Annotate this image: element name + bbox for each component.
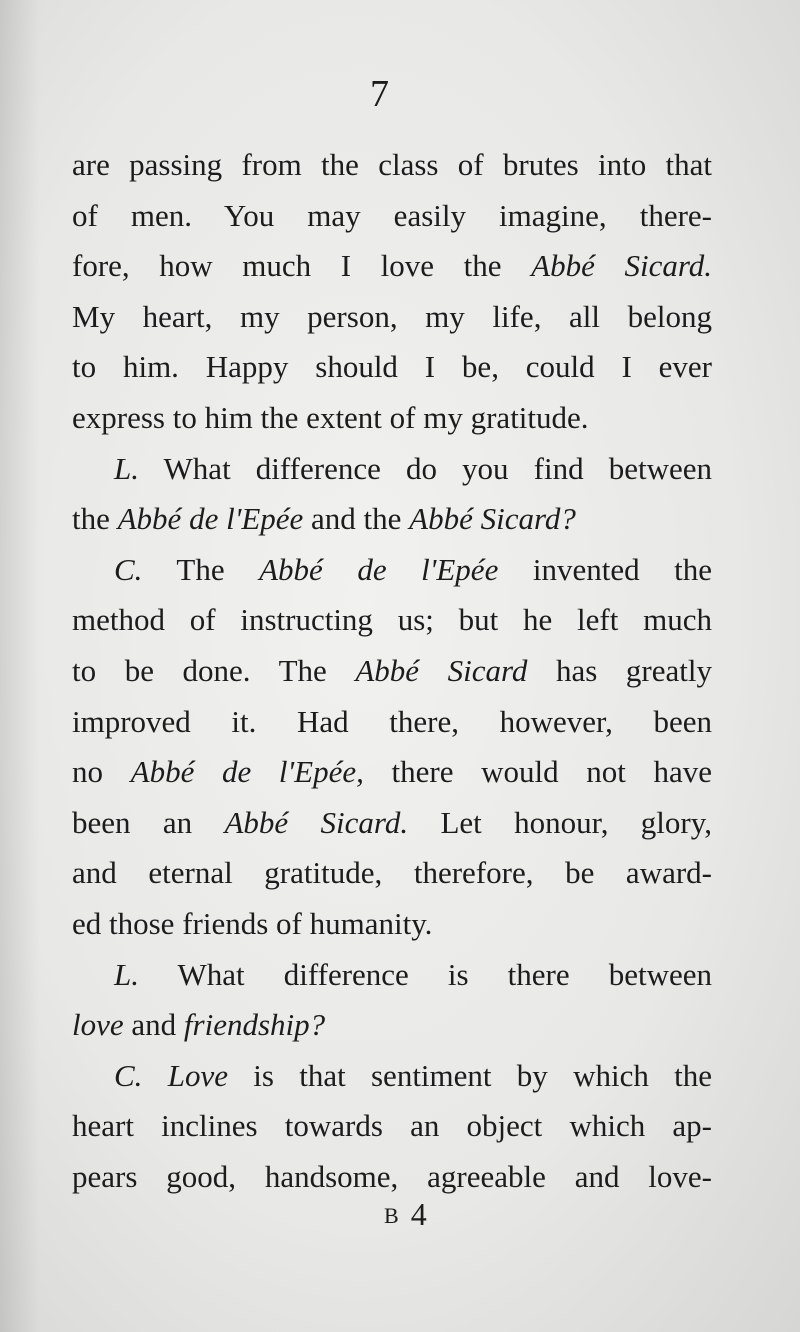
page-number: 7 <box>370 73 390 115</box>
text-run: improved it. Had there, however, been <box>72 703 712 739</box>
text-line <box>72 1101 712 1152</box>
italic-text: Abbé de l'Epée <box>259 551 499 587</box>
signature-number: 4 <box>410 1196 429 1232</box>
signature-letter: B <box>384 1203 399 1228</box>
text-run: My heart, my person, my life, all belong <box>72 298 712 334</box>
text-line <box>72 191 712 242</box>
text-run: and the <box>303 501 410 537</box>
text-line <box>72 747 712 798</box>
text-run: express to him the extent of my gratitude. <box>72 399 589 435</box>
text-line <box>72 646 712 697</box>
text-run: of men. You may easily imagine, there- <box>72 197 712 233</box>
text-run: What difference do you find between <box>139 450 712 486</box>
text-line <box>72 798 712 849</box>
italic-text: Abbé Sicard. <box>224 804 409 840</box>
text-run: method of instructing us; but he left much <box>72 602 712 638</box>
text-line <box>72 950 712 1001</box>
text-run: is that sentiment by which the <box>227 1057 712 1093</box>
text-line <box>72 292 712 343</box>
italic-text: Love <box>167 1057 228 1093</box>
text-line <box>72 393 712 444</box>
italic-text: C. <box>114 551 143 587</box>
text-run: pears good, handsome, agreeable and love- <box>72 1158 712 1194</box>
italic-text: L. <box>114 450 139 486</box>
text-line <box>72 342 712 393</box>
text-line <box>72 545 712 596</box>
text-run: are passing from the class of brutes into that <box>72 147 712 182</box>
italic-text: Abbé de l'Epée <box>117 501 304 537</box>
text-run: ed those friends of humanity. <box>72 905 433 941</box>
text-run: the <box>72 501 118 537</box>
text-line <box>72 241 712 292</box>
text-line <box>72 848 712 899</box>
italic-text: love <box>72 1007 124 1043</box>
text-run: to him. Happy should I be, could I ever <box>72 349 712 385</box>
italic-text: Abbé Sicard. <box>531 248 712 284</box>
italic-text: Abbé de l'Epée, <box>130 754 364 790</box>
italic-text: C. <box>114 1057 143 1093</box>
text-line <box>72 899 712 950</box>
text-run: and eternal gratitude, therefore, be award- <box>72 855 712 891</box>
text-run: to be done. The <box>72 652 356 688</box>
text-line <box>72 140 712 191</box>
text-run: has greatly <box>527 652 712 688</box>
italic-text: L. <box>114 956 139 992</box>
text-run: Let honour, glory, <box>408 804 712 840</box>
text-run: The <box>142 551 260 587</box>
italic-text: friendship? <box>183 1007 326 1043</box>
body-text <box>72 140 712 1202</box>
text-run: no <box>72 754 131 790</box>
text-run: and <box>123 1007 184 1043</box>
italic-text: Abbé Sicard? <box>409 501 576 537</box>
text-line <box>72 444 712 495</box>
italic-text: Abbé Sicard <box>355 652 528 688</box>
signature-mark <box>384 1196 429 1233</box>
text-run: fore, how much I love the <box>72 248 532 284</box>
text-run: What difference is there between <box>139 956 712 992</box>
text-run: there would not have <box>363 754 713 790</box>
text-line <box>72 595 712 646</box>
text-line <box>72 1051 712 1102</box>
text-line <box>72 1152 712 1203</box>
text-run: been an <box>72 804 225 840</box>
text-line <box>72 494 712 545</box>
text-line <box>72 697 712 748</box>
text-line <box>72 1000 712 1051</box>
text-run <box>142 1058 167 1093</box>
text-run: invented the <box>498 551 712 587</box>
text-run: heart inclines towards an object which ap- <box>72 1108 712 1144</box>
